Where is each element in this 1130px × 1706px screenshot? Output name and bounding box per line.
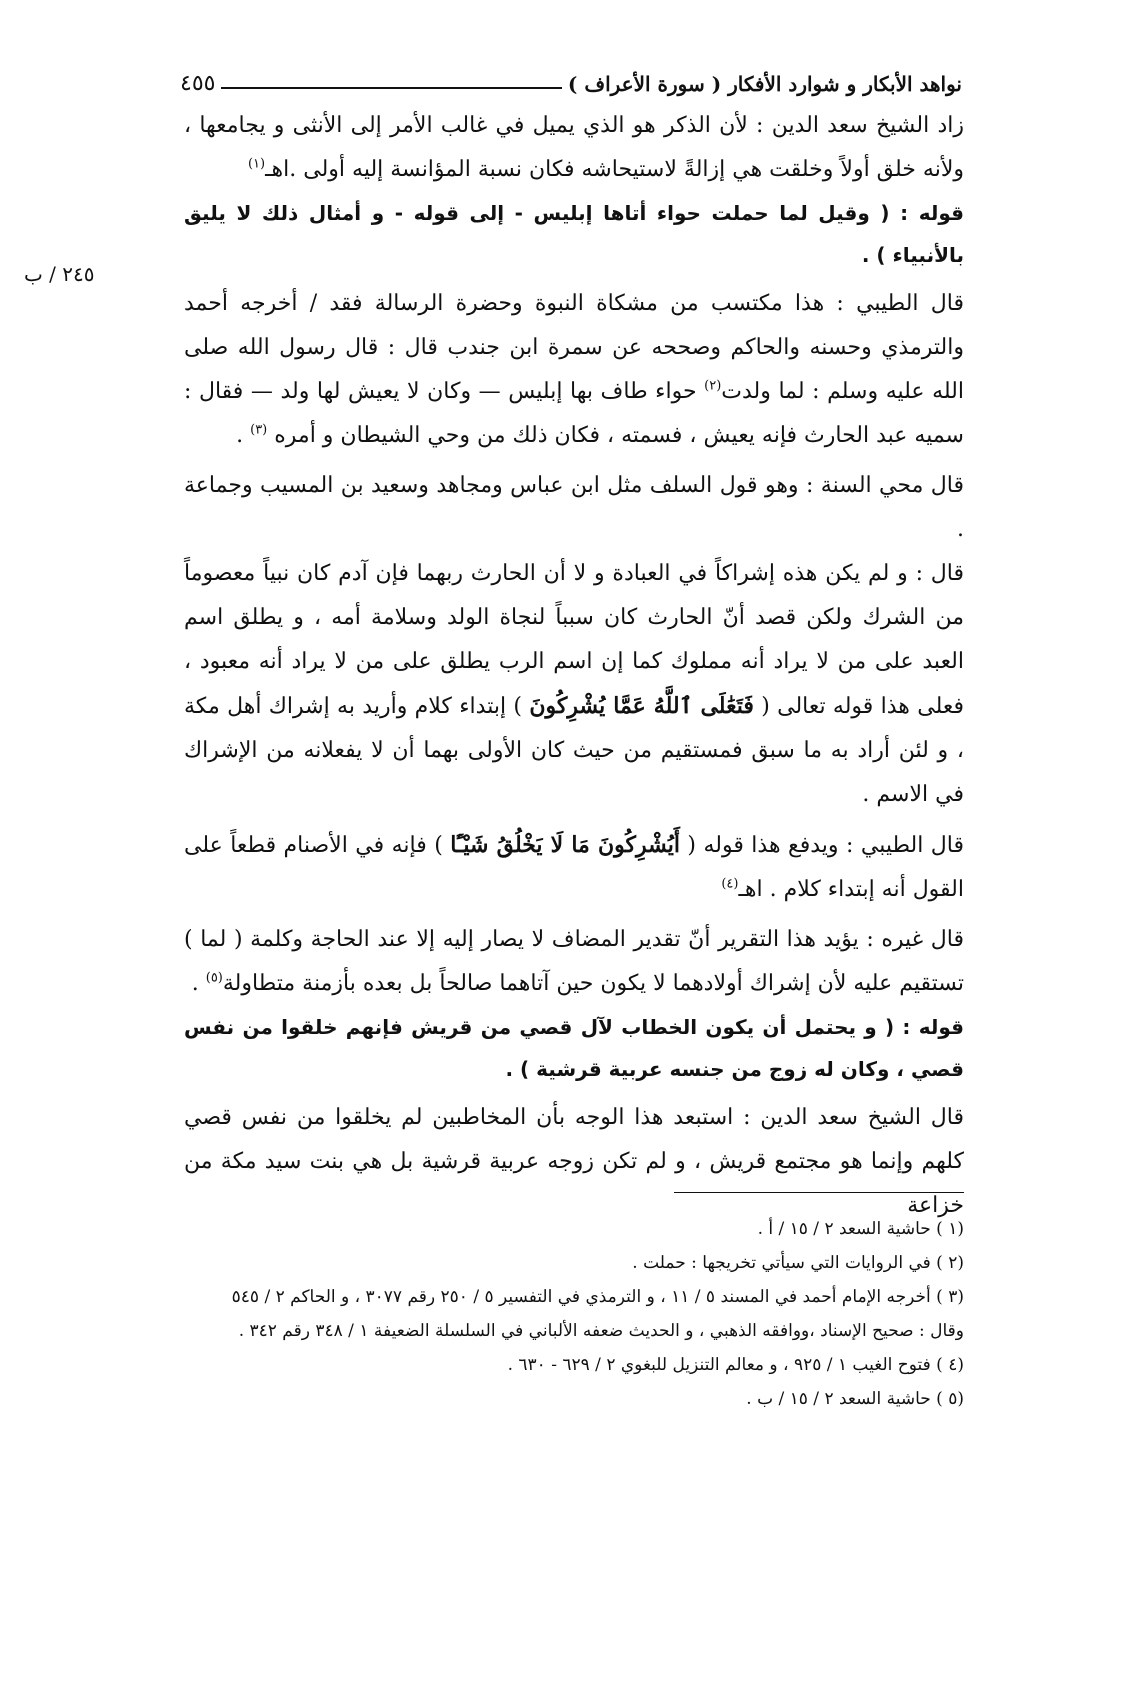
paragraph-5 — [184, 552, 964, 817]
footnote-ref-2: (٢) — [704, 378, 722, 394]
footnote-separator — [674, 1192, 964, 1193]
paragraph-1 — [184, 104, 964, 192]
quran-verse-2: أَيُشْرِكُونَ مَا لَا يَخْلُقُ شَيْـًٔا — [450, 832, 680, 858]
paragraph-8-quote: قوله : ( و يحتمل أن يكون الخطاب لآل قصي من قريش فإنهم خلقوا من نفس قصي ، وكان له زوج من جنسه عربية قرشية ) . — [184, 1015, 964, 1081]
footnote-5: (٥ ) حاشية السعد ٢ / ١٥ / ب . — [746, 1389, 964, 1409]
footnote-ref-3: (٣) — [250, 422, 268, 438]
footnote-ref-1: (١) — [247, 156, 266, 172]
paragraph-9: قال الشيخ سعد الدين : استبعد هذا الوجه بأن المخاطبين لم يخلقوا من نفس قصي كلهم وإنما هو مجتمع قريش ، و لم تكن زوجه عربية قرشية بل هي بنت سيد مكة من خزاعة — [184, 1105, 964, 1218]
footnote-ref-4: (٤) — [721, 876, 739, 892]
manuscript-folio-note: ٢٤٥ / ب — [24, 262, 95, 286]
paragraph-1-text: زاد الشيخ سعد الدين : لأن الذكر هو الذي يميل في غالب الأمر إلى الأنثى و يجامعها ، ولأنه خلق أولاً وخلقت هي إزالةً لاستيحاشه فكان نسبة المؤانسة إليه أولى .اهـ — [184, 113, 964, 182]
header-rule — [221, 87, 561, 89]
running-title: نواهد الأبكار و شوارد الأفكار ( سورة الأعراف ) — [567, 72, 962, 96]
paragraph-7 — [184, 918, 964, 1006]
paragraph-3-end: . — [236, 423, 251, 448]
paragraph-2-quote: قوله : ( وقيل لما حملت حواء أتاها إبليس - إلى قوله - و أمثال ذلك لا يليق بالأنبياء ) . — [184, 201, 964, 267]
paragraph-6-text-a: قال الطيبي : ويدفع هذا قوله ( — [679, 833, 964, 858]
footnote-1: (١ ) حاشية السعد ٢ / ١٥ / أ . — [757, 1219, 964, 1239]
paragraph-6-text-b: ) فإنه في الأصنام قطعاً على القول أنه إبتداء كلام . اهـ — [184, 833, 964, 902]
paragraph-7-end: . — [191, 971, 206, 996]
paragraph-5-text-a: قال : و لم يكن هذه إشراكاً في العبادة و لا أن الحارث ربهما فإن آدم كان نبياً معصوماً من الشرك ولكن قصد أنّ الحارث كان سبباً لنجاة الولد وسلامة أمه ، و يطلق اسم العبد على من لا يراد أنه مملوك كما إن اسم الرب يطلق على من لا يراد أنه معبود ، فعلى هذا قوله تعالى ( — [184, 561, 964, 719]
quran-verse-1: فَتَعَٰلَى ٱللَّهُ عَمَّا يُشْرِكُونَ — [529, 693, 754, 719]
footnote-ref-5: (٥) — [205, 970, 223, 986]
paragraph-3-text-b: حواء طاف بها إبليس — وكان لا يعيش لها ولد — فقال : سميه عبد الحارث فإنه يعيش ، فسمته ، فكان ذلك من وحي الشيطان و أمره — [184, 379, 964, 448]
footnote-2: (٢ ) في الروايات التي سيأتي تخريجها : حملت . — [632, 1253, 964, 1273]
paragraph-6 — [184, 823, 964, 912]
paragraph-5-text-b: ) إبتداء كلام وأريد به إشراك أهل مكة ، و لئن أراد به ما سبق فمستقيم من حيث كان الأولى بهما أن لا يفعلانه من الإشراك في الاسم . — [184, 694, 964, 807]
page-number: ٤٥٥ — [180, 71, 216, 96]
footnote-3: (٣ ) أخرجه الإمام أحمد في المسند ٥ / ١١ ، و الترمذي في التفسير ٥ / ٢٥٠ رقم ٣٠٧٧ ، و الحاكم ٢ / ٥٤٥ — [231, 1287, 964, 1307]
paragraph-4: قال محي السنة : وهو قول السلف مثل ابن عباس ومجاهد وسعيد بن المسيب وجماعة . — [184, 473, 964, 542]
paragraph-7-text: قال غيره : يؤيد هذا التقرير أنّ تقدير المضاف لا يصار إليه إلا عند الحاجة وكلمة ( لما ) تستقيم عليه لأن إشراك أولادهما لا يكون حين آتاهما صالحاً بل بعده بأزمنة متطاولة — [184, 927, 964, 996]
footnotes — [184, 1212, 964, 1416]
footnote-3-continued: وقال : صحيح الإسناد ،ووافقه الذهبي ، و الحديث ضعفه الألباني في السلسلة الضعيفة ١ / ٣٤٨ رقم ٣٤٢ . — [238, 1321, 964, 1341]
page-header — [180, 60, 962, 96]
paragraph-3 — [184, 282, 964, 458]
footnote-4: (٤ ) فتوح الغيب ١ / ٩٢٥ ، و معالم التنزيل للبغوي ٢ / ٦٢٩ - ٦٣٠ . — [507, 1355, 964, 1375]
main-text — [184, 104, 964, 1228]
paragraph-3-text-a: قال الطيبي : هذا مكتسب من مشكاة النبوة وحضرة الرسالة فقد / أخرجه أحمد والترمذي وحسنه والحاكم وصححه عن سمرة ابن جندب قال : قال رسول الله صلى الله عليه وسلم : لما ولدت — [184, 291, 965, 404]
